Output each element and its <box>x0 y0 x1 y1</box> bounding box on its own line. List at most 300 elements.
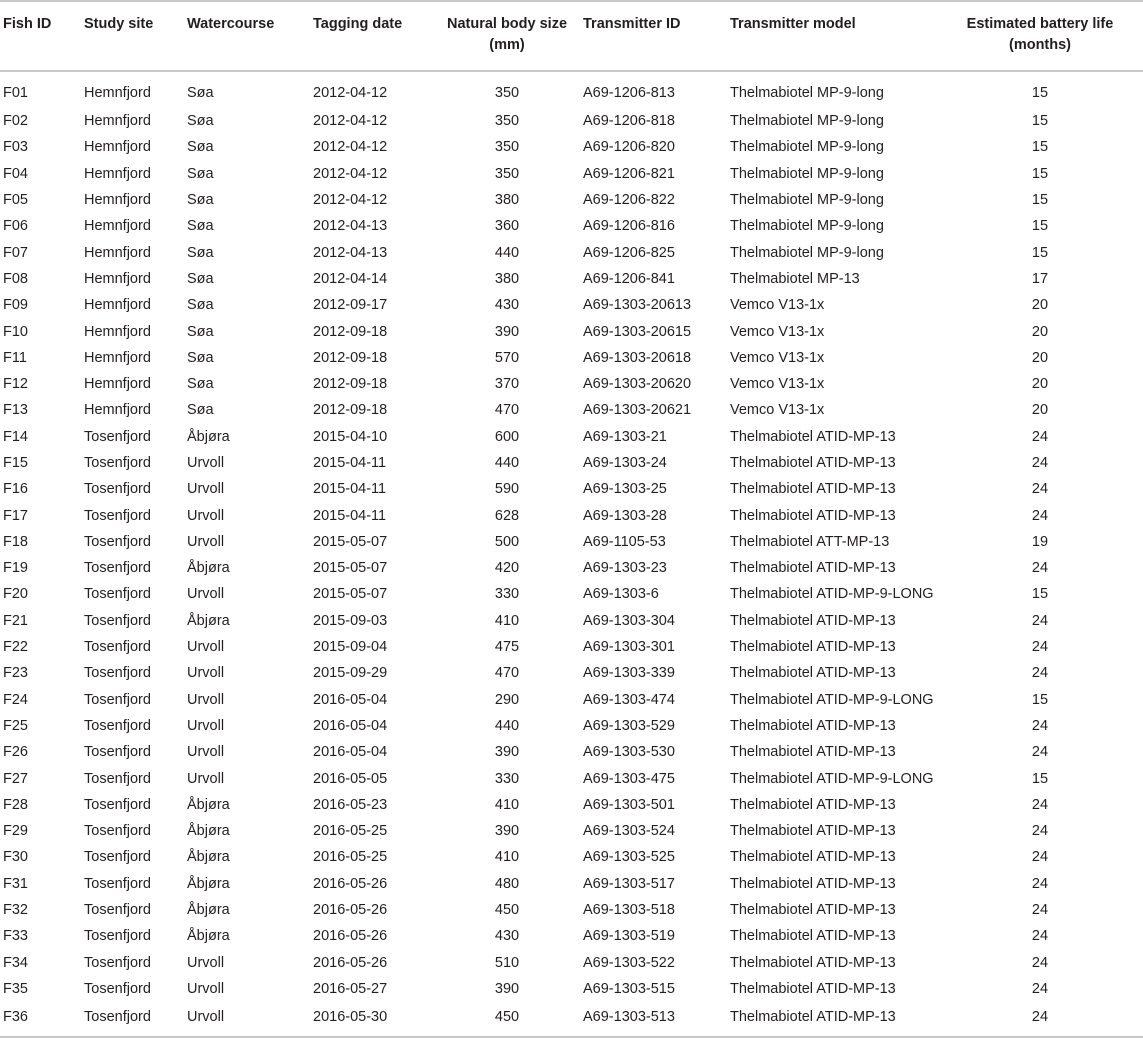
cell-body-size: 420 <box>494 560 520 577</box>
cell-body-size: 390 <box>494 744 520 761</box>
cell-transmitter-model: Thelmabiotel MP-9-long <box>730 192 884 209</box>
cell-fish-id: F28 <box>3 796 28 813</box>
cell-watercourse: Urvoll <box>187 481 225 498</box>
cell-watercourse: Søa <box>187 218 214 235</box>
cell-transmitter-id: A69-1206-818 <box>583 113 675 130</box>
cell-fish-id: F11 <box>3 349 27 366</box>
cell-body-size: 475 <box>494 639 520 656</box>
cell-study-site: Tosenfjord <box>81 1002 184 1037</box>
cell-transmitter-id: A69-1303-304 <box>583 612 675 629</box>
cell-watercourse: Urvoll <box>187 507 225 524</box>
table-row <box>0 844 1143 870</box>
cell-fish-id: F03 <box>3 139 28 156</box>
cell-battery-life: 17 <box>1031 270 1049 287</box>
header-watercourse: Watercourse <box>184 1 310 71</box>
cell-tagging-date: 2015-05-07 <box>313 560 388 577</box>
cell-tagging-date: 2016-05-25 <box>313 823 388 840</box>
table-row <box>0 923 1143 949</box>
cell-tagging-date: 2012-09-18 <box>313 323 388 340</box>
table-row <box>0 765 1143 791</box>
table-row <box>0 1002 1143 1037</box>
cell-watercourse: Søa <box>187 192 214 209</box>
table-row <box>0 71 1143 108</box>
cell-fish-id: F16 <box>3 481 28 498</box>
cell-study-site: Tosenfjord <box>84 560 151 577</box>
cell-body-size: 570 <box>494 349 520 366</box>
cell-body-size: 450 <box>494 902 520 919</box>
cell-transmitter-model: Thelmabiotel ATID-MP-13 <box>730 428 896 445</box>
cell-transmitter-model: Thelmabiotel ATID-MP-13 <box>730 796 896 813</box>
cell-tagging-date: 2012-09-18 <box>313 376 388 393</box>
cell-battery-life: 24 <box>1031 612 1049 629</box>
cell-body-size: 410 <box>494 612 520 629</box>
cell-transmitter-model: Thelmabiotel ATID-MP-13 <box>730 980 896 997</box>
cell-tagging-date: 2015-09-03 <box>313 612 388 629</box>
cell-body-size: 350 <box>494 139 520 156</box>
table-row <box>0 581 1143 607</box>
header-tagging-date: Tagging date <box>310 1 434 71</box>
cell-study-site: Hemnfjord <box>84 218 151 235</box>
cell-tagging-date: 2016-05-30 <box>310 1002 434 1037</box>
cell-transmitter-model: Thelmabiotel MP-13 <box>730 270 860 287</box>
cell-transmitter-id: A69-1303-25 <box>583 481 667 498</box>
table-row <box>0 187 1143 213</box>
cell-study-site: Tosenfjord <box>84 533 151 550</box>
cell-study-site: Tosenfjord <box>84 770 151 787</box>
table-row <box>0 450 1143 476</box>
cell-study-site: Hemnfjord <box>84 297 151 314</box>
cell-tagging-date: 2016-05-23 <box>313 796 388 813</box>
cell-study-site: Tosenfjord <box>84 875 151 892</box>
cell-fish-id: F14 <box>3 428 28 445</box>
cell-battery-life: 15 <box>1031 691 1049 708</box>
cell-study-site: Tosenfjord <box>84 507 151 524</box>
table-row <box>0 424 1143 450</box>
cell-body-size: 380 <box>494 270 520 287</box>
cell-battery-life: 24 <box>1031 744 1049 761</box>
cell-watercourse: Åbjøra <box>187 796 230 813</box>
cell-transmitter-model: Thelmabiotel ATID-MP-13 <box>730 849 896 866</box>
cell-transmitter-id: A69-1303-517 <box>583 875 675 892</box>
cell-study-site: Tosenfjord <box>84 980 151 997</box>
cell-fish-id: F17 <box>3 507 28 524</box>
cell-watercourse: Søa <box>187 85 214 101</box>
cell-watercourse: Urvoll <box>187 717 225 734</box>
cell-tagging-date: 2015-04-11 <box>313 455 387 471</box>
cell-watercourse: Søa <box>187 323 214 340</box>
cell-body-size: 360 <box>494 218 520 235</box>
cell-body-size: 390 <box>494 980 520 997</box>
cell-fish-id: F34 <box>3 954 28 971</box>
cell-fish-id: F06 <box>3 218 28 235</box>
cell-battery-life: 24 <box>1031 639 1049 656</box>
header-transmitter-model: Transmitter model <box>727 1 937 71</box>
cell-transmitter-model: Vemco V13-1x <box>730 376 825 393</box>
cell-transmitter-model: Thelmabiotel ATID-MP-13 <box>730 928 896 945</box>
table-row <box>0 397 1143 423</box>
cell-tagging-date: 2015-04-11 <box>313 481 387 498</box>
cell-battery-life: 24 <box>1031 507 1049 524</box>
cell-watercourse: Urvoll <box>187 639 225 656</box>
header-row <box>0 1 1143 71</box>
cell-watercourse: Søa <box>187 297 214 314</box>
cell-study-site: Hemnfjord <box>84 165 151 182</box>
cell-fish-id: F10 <box>3 323 28 340</box>
cell-study-site: Hemnfjord <box>84 139 151 156</box>
cell-transmitter-id: A69-1303-525 <box>583 849 675 866</box>
cell-battery-life: 19 <box>1031 533 1049 550</box>
cell-transmitter-model: Thelmabiotel ATID-MP-13 <box>730 875 896 892</box>
cell-tagging-date: 2016-05-04 <box>313 744 388 761</box>
cell-body-size: 440 <box>494 717 520 734</box>
table-row <box>0 502 1143 528</box>
cell-transmitter-model: Vemco V13-1x <box>730 323 825 340</box>
cell-transmitter-model: Thelmabiotel ATID-MP-13 <box>730 954 896 971</box>
cell-study-site: Hemnfjord <box>84 270 151 287</box>
cell-body-size: 430 <box>494 928 520 945</box>
cell-tagging-date: 2012-04-12 <box>313 113 388 130</box>
cell-battery-life: 15 <box>1031 192 1049 209</box>
cell-tagging-date: 2015-04-10 <box>313 428 388 445</box>
cell-transmitter-model: Thelmabiotel MP-9-long <box>730 218 884 235</box>
cell-study-site: Tosenfjord <box>84 428 151 445</box>
cell-transmitter-id: A69-1303-475 <box>583 770 675 787</box>
cell-tagging-date: 2012-04-13 <box>313 218 388 235</box>
cell-fish-id: F05 <box>3 192 28 209</box>
cell-body-size: 470 <box>494 665 520 682</box>
cell-fish-id: F13 <box>3 402 28 419</box>
cell-battery-life: 15 <box>1031 85 1049 101</box>
cell-battery-life: 20 <box>1031 349 1049 366</box>
cell-transmitter-model: Thelmabiotel ATID-MP-13 <box>730 560 896 577</box>
cell-transmitter-model: Thelmabiotel ATID-MP-13 <box>730 639 896 656</box>
cell-watercourse: Åbjøra <box>187 875 230 892</box>
cell-battery-life: 24 <box>1031 481 1049 498</box>
table-row <box>0 608 1143 634</box>
cell-study-site: Tosenfjord <box>84 691 151 708</box>
cell-battery-life: 20 <box>1031 402 1049 419</box>
cell-watercourse: Søa <box>187 139 214 156</box>
cell-watercourse: Søa <box>187 244 214 261</box>
table-row <box>0 792 1143 818</box>
table-row <box>0 976 1143 1002</box>
cell-transmitter-model: Thelmabiotel MP-9-long <box>730 85 884 101</box>
cell-watercourse: Urvoll <box>187 744 225 761</box>
cell-tagging-date: 2016-05-26 <box>313 954 388 971</box>
cell-transmitter-model: Vemco V13-1x <box>730 349 825 366</box>
table-row <box>0 687 1143 713</box>
cell-transmitter-id: A69-1206-841 <box>583 270 675 287</box>
cell-study-site: Tosenfjord <box>84 481 151 498</box>
cell-fish-id: F22 <box>3 639 28 656</box>
table-row <box>0 292 1143 318</box>
cell-battery-life: 24 <box>1031 928 1049 945</box>
cell-battery-life: 24 <box>1031 875 1049 892</box>
table-row <box>0 660 1143 686</box>
cell-tagging-date: 2012-04-13 <box>313 244 388 261</box>
cell-transmitter-model: Thelmabiotel ATID-MP-13 <box>730 612 896 629</box>
cell-fish-id: F30 <box>3 849 28 866</box>
cell-fish-id: F09 <box>3 297 28 314</box>
cell-transmitter-model: Thelmabiotel ATID-MP-9-LONG <box>730 586 934 603</box>
cell-battery-life: 24 <box>1031 455 1049 471</box>
cell-watercourse: Urvoll <box>187 980 225 997</box>
cell-transmitter-id: A69-1303-20618 <box>583 349 692 366</box>
cell-fish-id: F33 <box>3 928 28 945</box>
cell-study-site: Hemnfjord <box>84 113 151 130</box>
cell-body-size: 600 <box>494 428 520 445</box>
cell-body-size: 450 <box>434 1002 580 1037</box>
cell-tagging-date: 2016-05-04 <box>313 691 388 708</box>
cell-fish-id: F25 <box>3 717 28 734</box>
cell-battery-life: 24 <box>1031 849 1049 866</box>
cell-body-size: 290 <box>494 691 520 708</box>
cell-fish-id: F35 <box>3 980 28 997</box>
cell-battery-life: 24 <box>1031 980 1049 997</box>
cell-transmitter-id: A69-1105-53 <box>583 533 666 550</box>
cell-tagging-date: 2012-04-14 <box>313 270 388 287</box>
cell-fish-id: F07 <box>3 244 28 261</box>
cell-study-site: Tosenfjord <box>84 928 151 945</box>
cell-transmitter-model: Thelmabiotel ATID-MP-13 <box>730 455 896 471</box>
cell-study-site: Tosenfjord <box>84 954 151 971</box>
cell-study-site: Tosenfjord <box>84 612 151 629</box>
cell-study-site: Hemnfjord <box>84 244 151 261</box>
cell-body-size: 380 <box>494 192 520 209</box>
cell-transmitter-model: Thelmabiotel ATID-MP-13 <box>730 507 896 524</box>
cell-fish-id: F31 <box>3 875 28 892</box>
cell-watercourse: Åbjøra <box>187 612 230 629</box>
cell-tagging-date: 2016-05-05 <box>313 770 388 787</box>
cell-transmitter-model: Thelmabiotel MP-9-long <box>730 113 884 130</box>
cell-fish-id: F36 <box>0 1002 81 1037</box>
cell-battery-life: 20 <box>1031 323 1049 340</box>
cell-fish-id: F26 <box>3 744 28 761</box>
cell-fish-id: F24 <box>3 691 28 708</box>
cell-watercourse: Søa <box>187 402 214 419</box>
cell-study-site: Tosenfjord <box>84 823 151 840</box>
header-fish-id: Fish ID <box>0 1 81 71</box>
cell-transmitter-id: A69-1303-519 <box>583 928 675 945</box>
cell-body-size: 350 <box>494 85 520 101</box>
cell-battery-life: 20 <box>1031 376 1049 393</box>
cell-battery-life: 15 <box>1031 586 1049 603</box>
cell-study-site: Hemnfjord <box>84 349 151 366</box>
cell-transmitter-id: A69-1303-23 <box>583 560 667 577</box>
cell-transmitter-id: A69-1206-820 <box>583 139 675 156</box>
cell-transmitter-model: Vemco V13-1x <box>730 297 825 314</box>
cell-tagging-date: 2012-09-17 <box>313 297 388 314</box>
cell-body-size: 430 <box>494 297 520 314</box>
cell-study-site: Tosenfjord <box>84 665 151 682</box>
table-row <box>0 871 1143 897</box>
cell-transmitter-model: Thelmabiotel ATID-MP-9-LONG <box>730 691 934 708</box>
cell-fish-id: F01 <box>3 85 28 101</box>
cell-battery-life: 24 <box>1031 823 1049 840</box>
cell-watercourse: Åbjøra <box>187 428 230 445</box>
cell-transmitter-model: Thelmabiotel MP-9-long <box>730 244 884 261</box>
cell-study-site: Hemnfjord <box>84 376 151 393</box>
cell-body-size: 350 <box>494 165 520 182</box>
cell-fish-id: F04 <box>3 165 28 182</box>
cell-transmitter-id: A69-1303-515 <box>583 980 675 997</box>
cell-fish-id: F29 <box>3 823 28 840</box>
cell-transmitter-id: A69-1206-825 <box>583 244 675 261</box>
cell-transmitter-id: A69-1303-20621 <box>583 402 692 419</box>
cell-watercourse: Urvoll <box>187 770 225 787</box>
cell-transmitter-id: A69-1303-513 <box>580 1002 727 1037</box>
cell-fish-id: F18 <box>3 533 28 550</box>
table-row <box>0 134 1143 160</box>
cell-tagging-date: 2016-05-26 <box>313 928 388 945</box>
table-row <box>0 161 1143 187</box>
cell-watercourse: Søa <box>187 113 214 130</box>
cell-fish-id: F19 <box>3 560 28 577</box>
cell-transmitter-id: A69-1303-20615 <box>583 323 692 340</box>
table-row <box>0 950 1143 976</box>
table-row <box>0 818 1143 844</box>
table-row <box>0 555 1143 581</box>
cell-battery-life: 24 <box>1031 796 1049 813</box>
cell-transmitter-id: A69-1303-21 <box>583 428 667 445</box>
cell-transmitter-id: A69-1303-530 <box>583 744 675 761</box>
cell-transmitter-model: Thelmabiotel ATID-MP-13 <box>727 1002 937 1037</box>
cell-watercourse: Urvoll <box>187 954 225 971</box>
cell-transmitter-model: Vemco V13-1x <box>730 402 825 419</box>
cell-battery-life: 24 <box>937 1002 1143 1037</box>
cell-transmitter-model: Thelmabiotel ATID-MP-13 <box>730 744 896 761</box>
cell-tagging-date: 2012-09-18 <box>313 402 388 419</box>
cell-body-size: 370 <box>494 376 520 393</box>
cell-transmitter-id: A69-1303-501 <box>583 796 675 813</box>
cell-transmitter-id: A69-1206-821 <box>583 165 675 182</box>
cell-transmitter-model: Thelmabiotel ATID-MP-13 <box>730 902 896 919</box>
cell-fish-id: F21 <box>3 612 28 629</box>
cell-transmitter-model: Thelmabiotel ATID-MP-13 <box>730 823 896 840</box>
cell-watercourse: Søa <box>187 376 214 393</box>
cell-watercourse: Urvoll <box>187 665 225 682</box>
cell-battery-life: 24 <box>1031 428 1049 445</box>
cell-body-size: 390 <box>494 823 520 840</box>
table-row <box>0 476 1143 502</box>
cell-transmitter-id: A69-1303-524 <box>583 823 675 840</box>
cell-transmitter-id: A69-1303-529 <box>583 717 675 734</box>
table-header <box>0 1 1143 71</box>
cell-watercourse: Åbjøra <box>187 823 230 840</box>
cell-battery-life: 15 <box>1031 218 1049 235</box>
cell-transmitter-id: A69-1206-822 <box>583 192 675 209</box>
cell-body-size: 440 <box>494 244 520 261</box>
cell-fish-id: F02 <box>3 113 28 130</box>
table-row <box>0 213 1143 239</box>
cell-fish-id: F27 <box>3 770 28 787</box>
cell-body-size: 628 <box>494 507 520 524</box>
cell-battery-life: 20 <box>1031 297 1049 314</box>
cell-battery-life: 24 <box>1031 717 1049 734</box>
cell-study-site: Tosenfjord <box>84 717 151 734</box>
cell-tagging-date: 2012-04-12 <box>313 192 388 209</box>
cell-battery-life: 15 <box>1031 113 1049 130</box>
cell-study-site: Tosenfjord <box>84 586 151 603</box>
cell-watercourse: Urvoll <box>187 455 225 471</box>
cell-watercourse: Åbjøra <box>187 560 230 577</box>
header-study-site: Study site <box>81 1 184 71</box>
cell-body-size: 410 <box>494 796 520 813</box>
cell-transmitter-model: Thelmabiotel ATID-MP-13 <box>730 717 896 734</box>
cell-body-size: 330 <box>494 770 520 787</box>
cell-battery-life: 15 <box>1031 165 1049 182</box>
cell-tagging-date: 2015-05-07 <box>313 586 388 603</box>
cell-study-site: Tosenfjord <box>84 455 151 471</box>
table-row <box>0 739 1143 765</box>
cell-body-size: 470 <box>494 402 520 419</box>
cell-battery-life: 15 <box>1031 139 1049 156</box>
table-row <box>0 371 1143 397</box>
cell-tagging-date: 2016-05-26 <box>313 875 388 892</box>
cell-transmitter-id: A69-1303-301 <box>583 639 675 656</box>
cell-tagging-date: 2016-05-26 <box>313 902 388 919</box>
header-battery-life: Estimated battery life (months) <box>937 1 1143 71</box>
cell-fish-id: F32 <box>3 902 28 919</box>
header-transmitter-id: Transmitter ID <box>580 1 727 71</box>
cell-transmitter-id: A69-1303-20620 <box>583 376 692 393</box>
cell-watercourse: Søa <box>187 349 214 366</box>
cell-study-site: Tosenfjord <box>84 902 151 919</box>
cell-watercourse: Urvoll <box>184 1002 310 1037</box>
cell-body-size: 440 <box>494 455 520 471</box>
cell-watercourse: Åbjøra <box>187 928 230 945</box>
table-row <box>0 897 1143 923</box>
cell-study-site: Hemnfjord <box>84 85 151 101</box>
cell-transmitter-id: A69-1303-6 <box>583 586 659 603</box>
cell-transmitter-id: A69-1303-518 <box>583 902 675 919</box>
cell-transmitter-model: Thelmabiotel MP-9-long <box>730 139 884 156</box>
cell-tagging-date: 2012-09-18 <box>313 349 388 366</box>
cell-fish-id: F20 <box>3 586 28 603</box>
cell-watercourse: Urvoll <box>187 691 225 708</box>
cell-study-site: Hemnfjord <box>84 192 151 209</box>
cell-tagging-date: 2016-05-27 <box>313 980 388 997</box>
cell-battery-life: 24 <box>1031 954 1049 971</box>
cell-transmitter-id: A69-1303-24 <box>583 455 667 471</box>
table-row <box>0 318 1143 344</box>
table-row <box>0 713 1143 739</box>
cell-study-site: Tosenfjord <box>84 744 151 761</box>
header-body-size: Natural body size (mm) <box>434 1 580 71</box>
cell-study-site: Tosenfjord <box>84 849 151 866</box>
cell-transmitter-model: Thelmabiotel ATID-MP-9-LONG <box>730 770 934 787</box>
cell-battery-life: 15 <box>1031 770 1049 787</box>
cell-transmitter-id: A69-1303-339 <box>583 665 675 682</box>
cell-tagging-date: 2015-04-11 <box>313 507 387 524</box>
cell-fish-id: F12 <box>3 376 28 393</box>
cell-transmitter-model: Thelmabiotel ATID-MP-13 <box>730 481 896 498</box>
cell-watercourse: Urvoll <box>187 586 225 603</box>
cell-study-site: Hemnfjord <box>84 323 151 340</box>
cell-transmitter-model: Thelmabiotel MP-9-long <box>730 165 884 182</box>
table-row <box>0 529 1143 555</box>
table-body <box>0 71 1143 1037</box>
cell-transmitter-model: Thelmabiotel ATT-MP-13 <box>730 533 890 550</box>
cell-transmitter-id: A69-1206-813 <box>583 85 675 101</box>
table-row <box>0 634 1143 660</box>
cell-transmitter-id: A69-1303-28 <box>583 507 667 524</box>
cell-study-site: Tosenfjord <box>84 796 151 813</box>
table-row <box>0 108 1143 134</box>
cell-body-size: 390 <box>494 323 520 340</box>
cell-battery-life: 24 <box>1031 902 1049 919</box>
cell-battery-life: 15 <box>1031 244 1049 261</box>
